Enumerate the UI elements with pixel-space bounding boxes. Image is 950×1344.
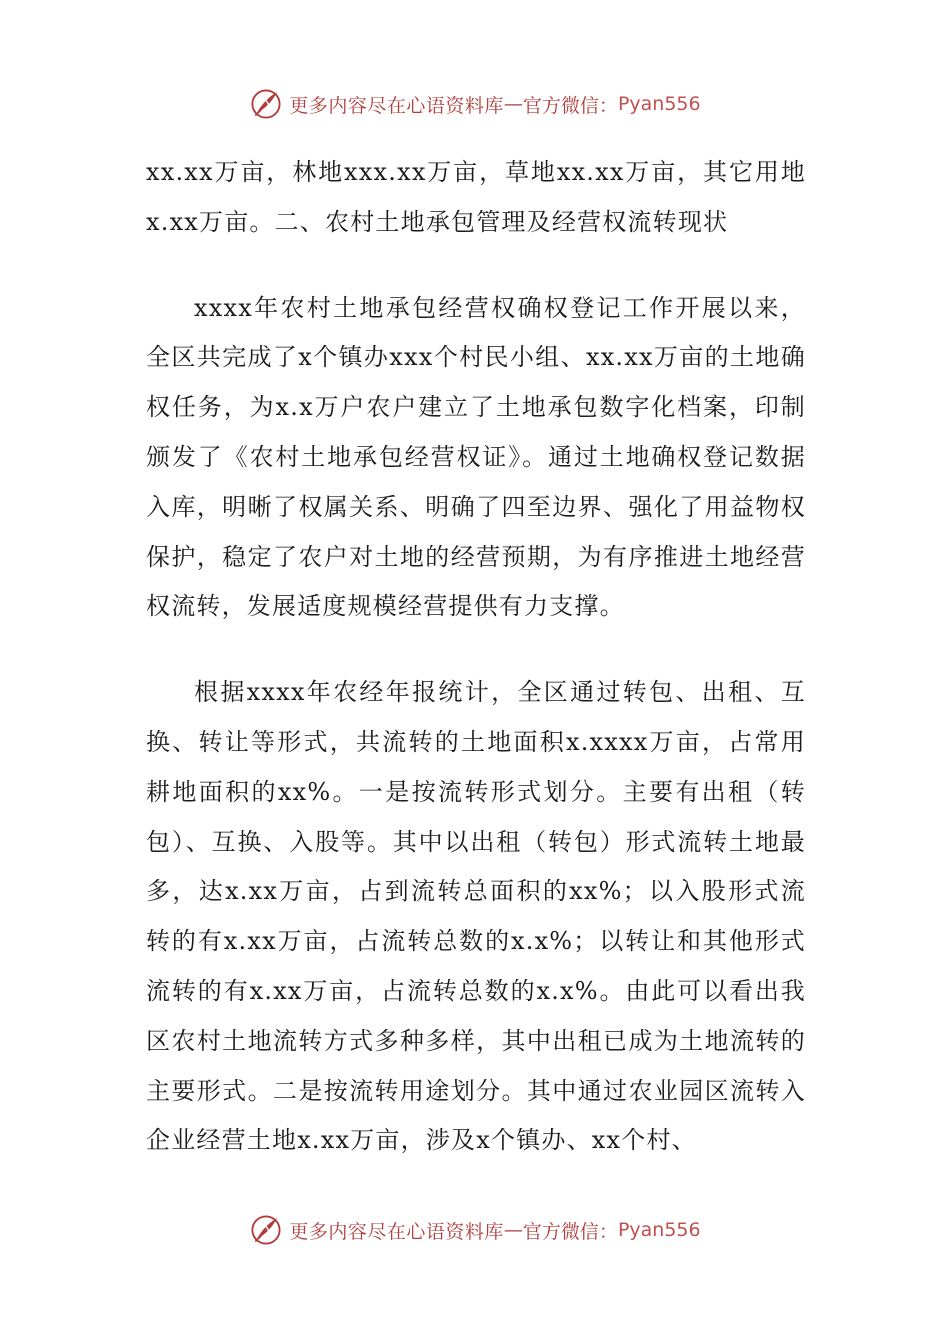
watermark-official-label: 官方微信： (522, 1220, 618, 1243)
paragraph-3: 根据xxxx年农经年报统计，全区通过转包、出租、互换、转让等形式，共流转的土地面积x.xxxx万亩，占常用耕地面积的xx%。一是按流转形式划分。主要有出租（转包）、互换、入股等。其中以出租（转包）形式流转土地最多，达x.xx万亩，占到流转总面积的xx%；以入股形式流转的有x.xx万亩，占流转总数的x.x%；以转让和其他形式流转的有x.xx万亩，占流转总数的x.x%。由此可以看出我区农村土地流转方式多种多样，其中出租已成为土地流转的主要形式。二是按流转用途划分。其中通过农业园区流转入企业经营土地x.xx万亩，涉及x个镇办、xx个村、 (146, 678, 806, 1155)
watermark-separator: — (503, 93, 523, 115)
footer-watermark (0, 1212, 950, 1248)
paragraph-1: xx.xx万亩，林地xxx.xx万亩，草地xx.xx万亩，其它用地x.xx万亩。二、农村土地承包管理及经营权流转现状 (146, 158, 806, 236)
watermark-wechat-id: Pyan556 (617, 93, 701, 115)
quill-pen-logo-icon (249, 1213, 283, 1247)
watermark-site-name: 更多内容尽在心语资料库 (289, 1220, 504, 1243)
paragraph-2: xxxx年农村土地承包经营权确权登记工作开展以来，全区共完成了x个镇办xxx个村民小组、xx.xx万亩的土地确权任务，为x.x万户农户建立了土地承包数字化档案，印制颁发了《农村土地承包经营权证》。通过土地确权登记数据入库，明晰了权属关系、明确了四至边界、强化了用益物权保护，稳定了农户对土地的经营预期，为有序推进土地经营权流转，发展适度规模经营提供有力支撑。 (146, 293, 806, 621)
quill-pen-logo-icon (249, 87, 283, 121)
watermark-site-name: 更多内容尽在心语资料库 (289, 94, 504, 117)
watermark-official-label: 官方微信： (522, 94, 618, 117)
document-body (146, 148, 806, 1166)
watermark-wechat-id: Pyan556 (617, 1219, 701, 1241)
header-watermark (0, 86, 950, 122)
watermark-separator: — (503, 1219, 523, 1241)
